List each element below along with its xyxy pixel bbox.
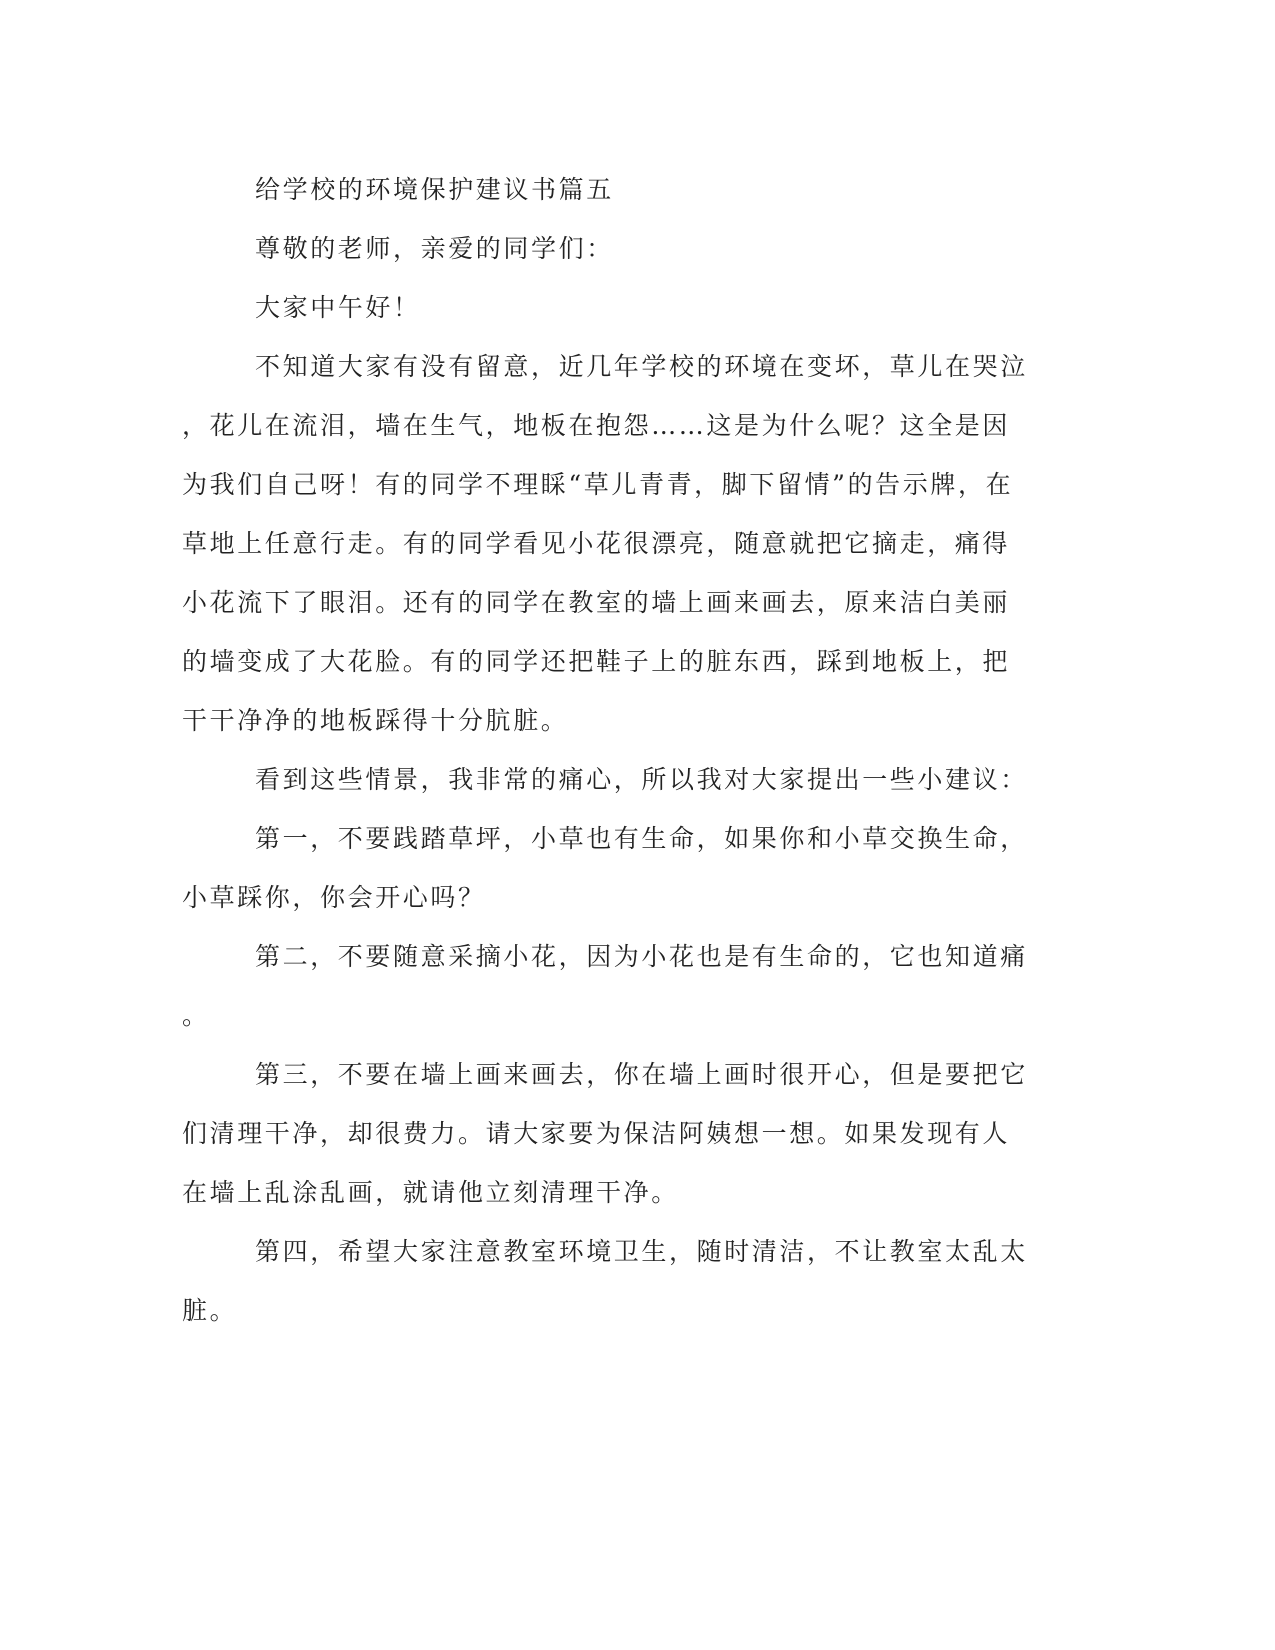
suggestion-2 xyxy=(182,927,1032,1045)
paragraph-line: 小草踩你，你会开心吗？ xyxy=(182,883,486,912)
paragraph-line: 们清理干净，却很费力。请大家要为保洁阿姨想一想。如果发现有人 xyxy=(182,1119,1011,1148)
salutation: 大家中午好！ xyxy=(255,293,421,322)
paragraph-line: 草地上任意行走。有的同学看见小花很漂亮，随意就把它摘走，痛得 xyxy=(182,529,1011,558)
suggestion-3 xyxy=(182,1045,1032,1222)
suggestion-1 xyxy=(182,809,1032,927)
paragraph-2: 看到这些情景，我非常的痛心，所以我对大家提出一些小建议： xyxy=(255,765,1028,794)
paragraph-line: ，花儿在流泪，墙在生气，地板在抱怨……这是为什么呢？这全是因 xyxy=(182,411,1011,440)
suggestion-4 xyxy=(182,1222,1032,1340)
paragraph-line: 第一，不要践踏草坪，小草也有生命，如果你和小草交换生命， xyxy=(255,824,1028,853)
paragraph-line: 脏。 xyxy=(182,1296,238,1325)
paragraph-line: 小花流下了眼泪。还有的同学在教室的墙上画来画去，原来洁白美丽 xyxy=(182,588,1011,617)
paragraph-line: 。 xyxy=(182,1001,210,1030)
document-title: 给学校的环境保护建议书篇五 xyxy=(255,175,614,204)
paragraph-1 xyxy=(182,337,1032,750)
paragraph-line: 的墙变成了大花脸。有的同学还把鞋子上的脏东西，踩到地板上，把 xyxy=(182,647,1011,676)
greeting: 尊敬的老师，亲爱的同学们： xyxy=(255,234,614,263)
document-body xyxy=(182,160,1032,1340)
paragraph-line: 干干净净的地板踩得十分肮脏。 xyxy=(182,706,569,735)
paragraph-line: 不知道大家有没有留意，近几年学校的环境在变坏，草儿在哭泣 xyxy=(255,352,1028,381)
paragraph-line: 在墙上乱涂乱画，就请他立刻清理干净。 xyxy=(182,1178,679,1207)
paragraph-line: 第四，希望大家注意教室环境卫生，随时清洁，不让教室太乱太 xyxy=(255,1237,1028,1266)
paragraph-line: 第三，不要在墙上画来画去，你在墙上画时很开心，但是要把它 xyxy=(255,1060,1028,1089)
paragraph-line: 为我们自己呀！有的同学不理睬“草儿青青，脚下留情”的告示牌，在 xyxy=(182,470,1014,499)
paragraph-line: 第二，不要随意采摘小花，因为小花也是有生命的，它也知道痛 xyxy=(255,942,1028,971)
